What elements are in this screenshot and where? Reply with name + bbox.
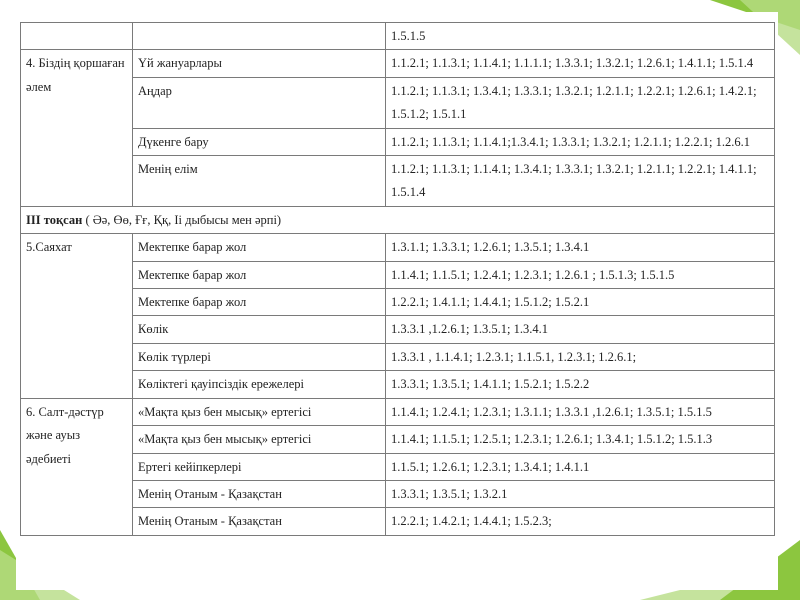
codes-cell: 1.1.4.1; 1.2.4.1; 1.2.3.1; 1.3.1.1; 1.3.3.1 ,1.2.6.1; 1.3.5.1; 1.5.1.5	[386, 398, 775, 425]
table-row	[21, 316, 775, 343]
document-page	[16, 12, 778, 590]
codes-cell: 1.1.2.1; 1.1.3.1; 1.3.4.1; 1.3.3.1; 1.3.2.1; 1.2.1.1; 1.2.2.1; 1.2.6.1; 1.4.2.1; 1.5.1.2; 1.5.1.1	[386, 77, 775, 128]
topic-cell: Мектепке барар жол	[133, 261, 386, 288]
curriculum-table	[20, 22, 775, 536]
codes-cell: 1.3.3.1 ,1.2.6.1; 1.3.5.1; 1.3.4.1	[386, 316, 775, 343]
codes-cell: 1.5.1.5	[386, 23, 775, 50]
topic-cell: Көлік түрлері	[133, 343, 386, 370]
table-row	[21, 480, 775, 507]
codes-cell: 1.1.2.1; 1.1.3.1; 1.1.4.1; 1.3.4.1; 1.3.3.1; 1.3.2.1; 1.2.1.1; 1.2.2.1; 1.4.1.1; 1.5.1.4	[386, 156, 775, 207]
codes-cell: 1.1.5.1; 1.2.6.1; 1.2.3.1; 1.3.4.1; 1.4.1.1	[386, 453, 775, 480]
codes-cell: 1.3.1.1; 1.3.3.1; 1.2.6.1; 1.3.5.1; 1.3.4.1	[386, 234, 775, 261]
table-row	[21, 343, 775, 370]
topic-cell: «Мақта қыз бен мысық» ертегісі	[133, 426, 386, 453]
codes-cell: 1.1.4.1; 1.1.5.1; 1.2.5.1; 1.2.3.1; 1.2.6.1; 1.3.4.1; 1.5.1.2; 1.5.1.3	[386, 426, 775, 453]
quarter-title: ІІІ тоқсан	[26, 212, 83, 227]
codes-cell: 1.1.4.1; 1.1.5.1; 1.2.4.1; 1.2.3.1; 1.2.6.1 ; 1.5.1.3; 1.5.1.5	[386, 261, 775, 288]
topic-cell: Ертегі кейіпкерлері	[133, 453, 386, 480]
table-row	[21, 234, 775, 261]
topic-cell	[133, 23, 386, 50]
topic-cell: Менің елім	[133, 156, 386, 207]
codes-cell: 1.1.2.1; 1.1.3.1; 1.1.4.1;1.3.4.1; 1.3.3.1; 1.3.2.1; 1.2.1.1; 1.2.2.1; 1.2.6.1	[386, 128, 775, 155]
table-row	[21, 77, 775, 128]
table-row	[21, 23, 775, 50]
table-row	[21, 261, 775, 288]
topic-cell: Менің Отаным - Қазақстан	[133, 480, 386, 507]
section-cell: 5.Саяхат	[21, 234, 133, 398]
table-row	[21, 453, 775, 480]
table-row	[21, 50, 775, 77]
section-cell: 6. Салт-дәстүр және ауыз әдебиеті	[21, 398, 133, 535]
quarter-header	[21, 206, 775, 233]
topic-cell: Көлік	[133, 316, 386, 343]
topic-cell: Дүкенге бару	[133, 128, 386, 155]
topic-cell: Көліктегі қауіпсіздік ережелері	[133, 371, 386, 398]
codes-cell: 1.3.3.1; 1.3.5.1; 1.4.1.1; 1.5.2.1; 1.5.2.2	[386, 371, 775, 398]
topic-cell: «Мақта қыз бен мысық» ертегісі	[133, 398, 386, 425]
topic-cell: Мектепке барар жол	[133, 234, 386, 261]
quarter-subtitle: ( Әә, Өө, Ғғ, Ққ, Іі дыбысы мен әрпі)	[82, 212, 282, 227]
topic-cell: Мектепке барар жол	[133, 289, 386, 316]
codes-cell: 1.2.2.1; 1.4.1.1; 1.4.4.1; 1.5.1.2; 1.5.2.1	[386, 289, 775, 316]
codes-cell: 1.1.2.1; 1.1.3.1; 1.1.4.1; 1.1.1.1; 1.3.3.1; 1.3.2.1; 1.2.6.1; 1.4.1.1; 1.5.1.4	[386, 50, 775, 77]
table-row	[21, 128, 775, 155]
section-cell	[21, 23, 133, 50]
section-cell: 4. Біздің қоршаған әлем	[21, 50, 133, 206]
table-row	[21, 508, 775, 535]
codes-cell: 1.3.3.1; 1.3.5.1; 1.3.2.1	[386, 480, 775, 507]
topic-cell: Менің Отаным - Қазақстан	[133, 508, 386, 535]
topic-cell: Үй жануарлары	[133, 50, 386, 77]
table-row	[21, 371, 775, 398]
table-row	[21, 289, 775, 316]
table-row	[21, 398, 775, 425]
codes-cell: 1.2.2.1; 1.4.2.1; 1.4.4.1; 1.5.2.3;	[386, 508, 775, 535]
table-row	[21, 156, 775, 207]
table-row	[21, 426, 775, 453]
codes-cell: 1.3.3.1 , 1.1.4.1; 1.2.3.1; 1.1.5.1, 1.2.3.1; 1.2.6.1;	[386, 343, 775, 370]
quarter-header-row	[21, 206, 775, 233]
topic-cell: Аңдар	[133, 77, 386, 128]
